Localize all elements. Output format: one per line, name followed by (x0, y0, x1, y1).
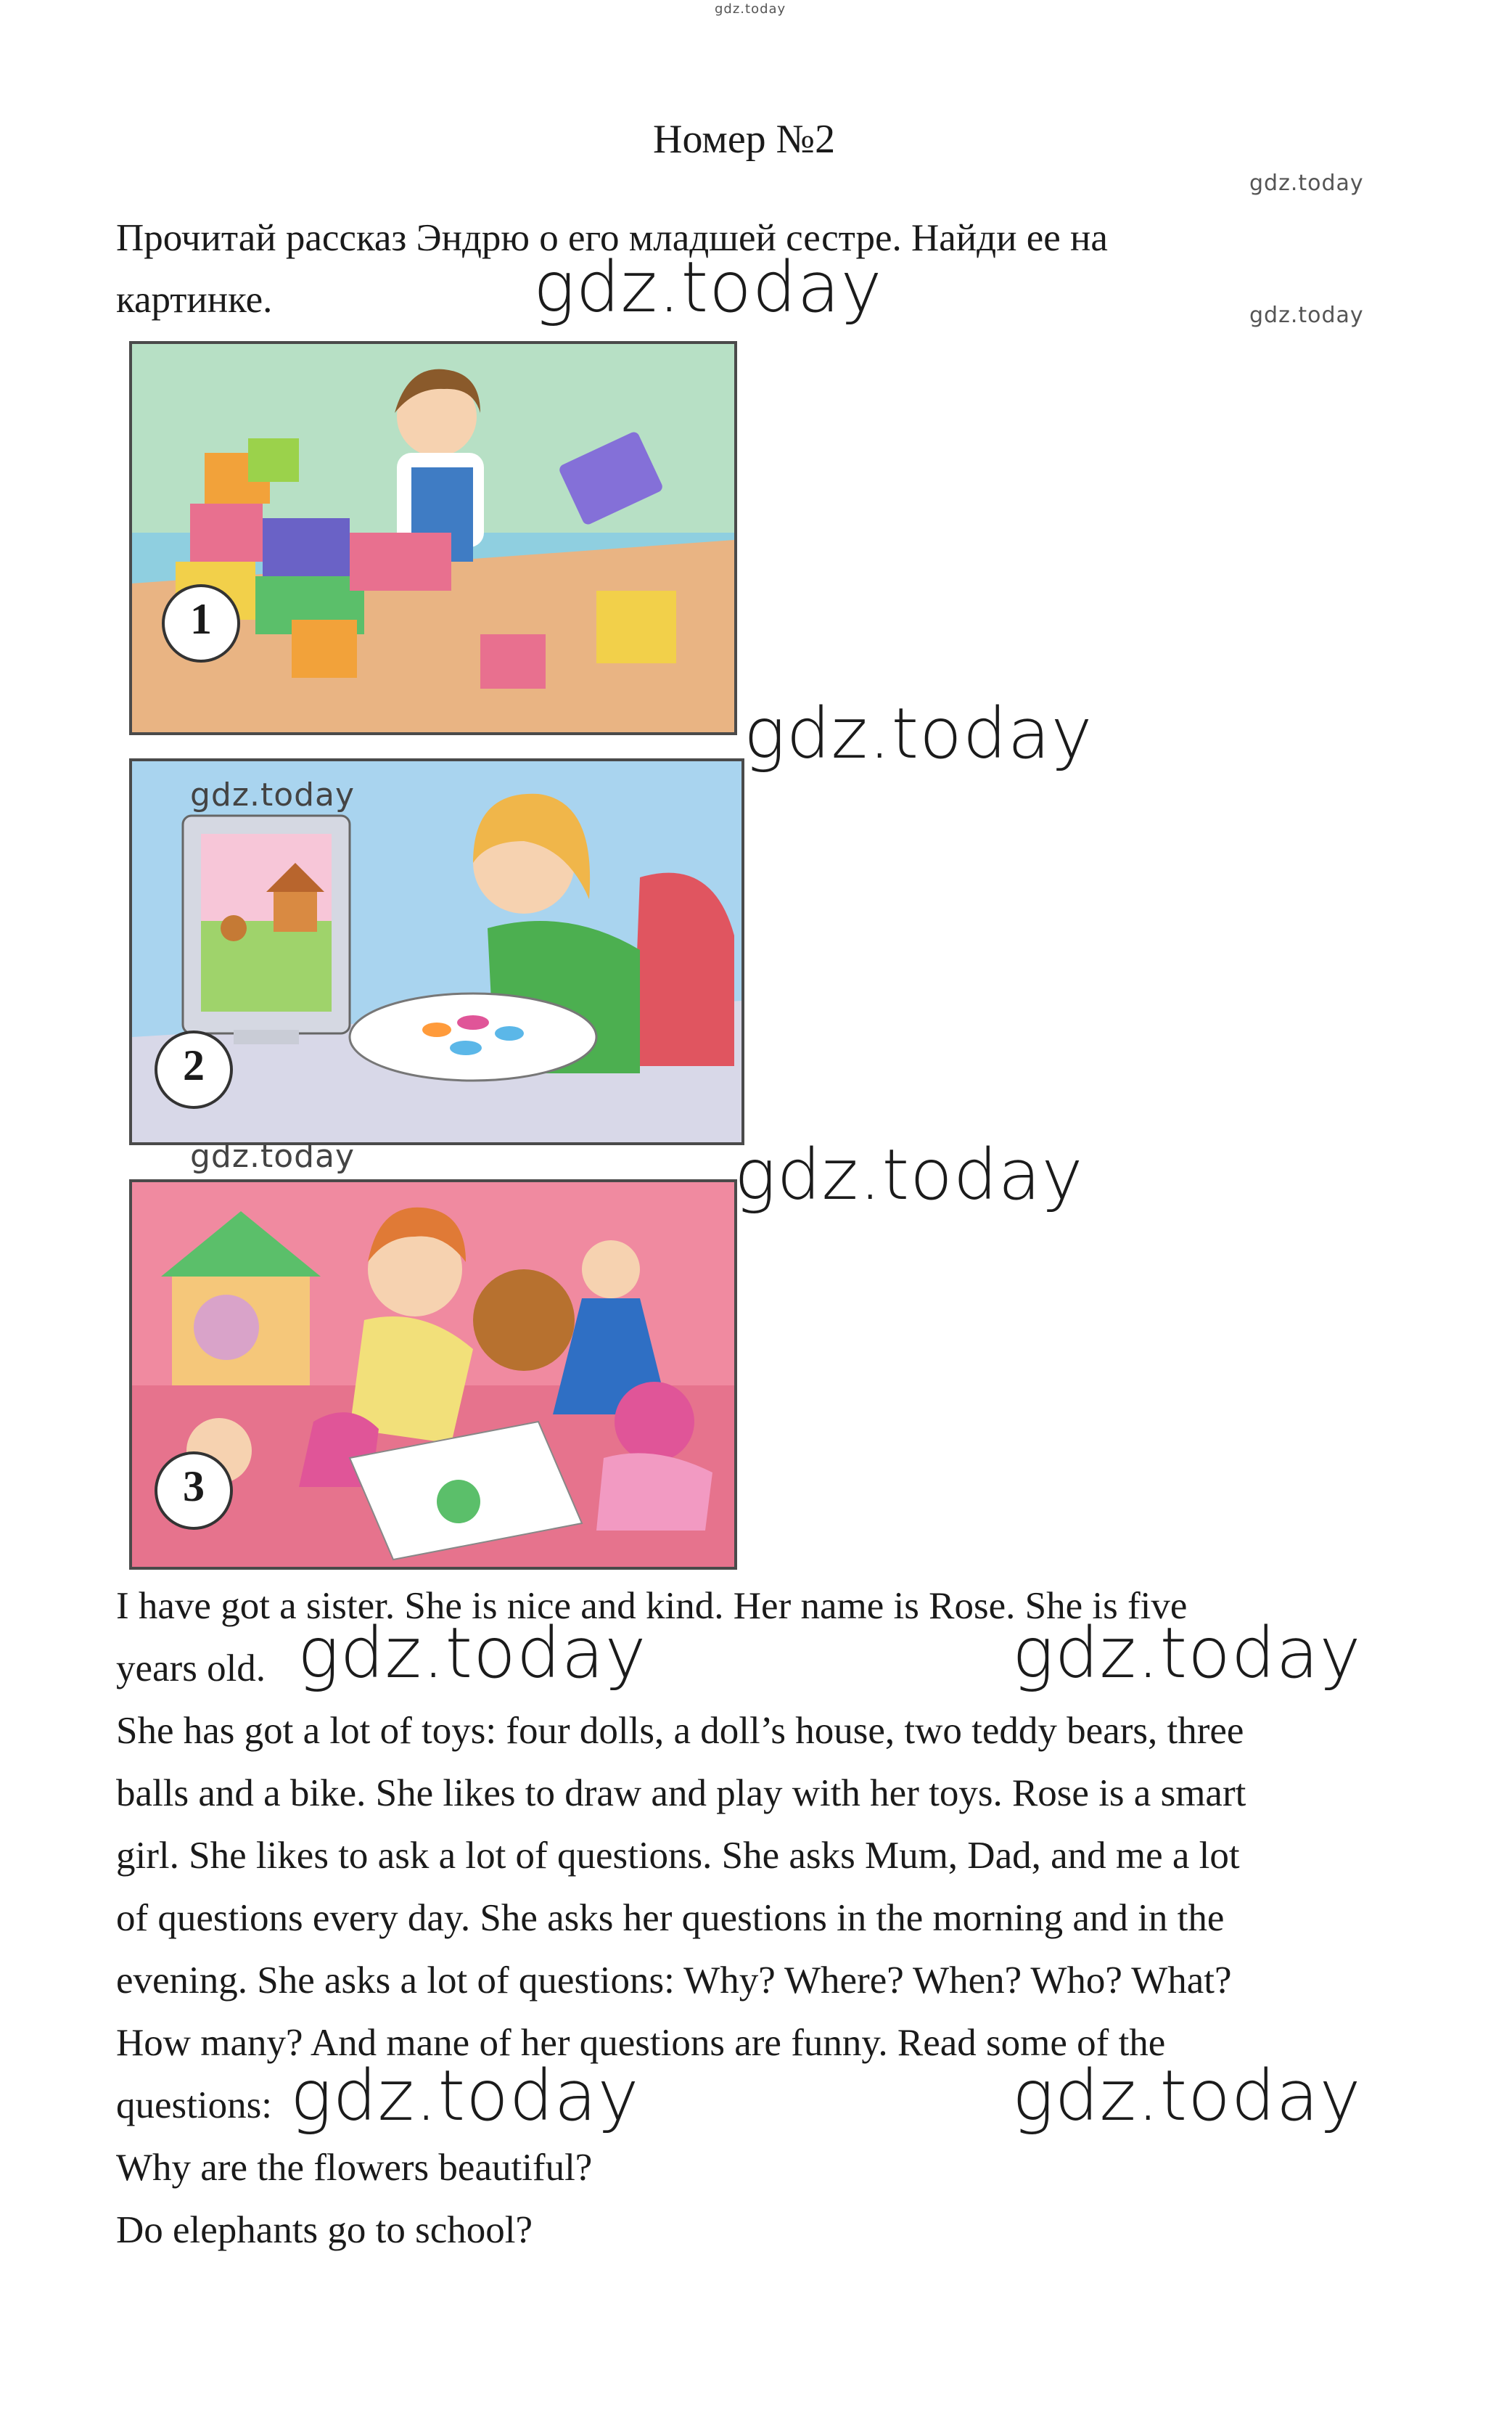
text-watermark-3: gdz.today (290, 2055, 640, 2137)
story-line-10: Why are the flowers beautiful? (116, 2147, 593, 2189)
story-line-5: girl. She likes to ask a lot of questions. She asks Mum, Dad, and me a lot (116, 1835, 1240, 1877)
text-watermark-1: gdz.today (297, 1613, 647, 1694)
picture-2-number: 2 (183, 1041, 205, 1089)
picture-1-building-blocks (129, 341, 737, 735)
side-watermark-2: gdz.today (1249, 303, 1364, 328)
side-watermark-1: gdz.today (1249, 171, 1364, 196)
instruction-line-1: Прочитай рассказ Эндрю о его младшей сестре. Найди ее на (116, 217, 1108, 259)
big-watermark-1: gdz.today (533, 247, 883, 328)
text-watermark-4: gdz.today (1012, 2055, 1362, 2137)
between-watermark: gdz.today (190, 1138, 356, 1175)
story-line-8: How many? And mane of her questions are funny. Read some of the (116, 2022, 1166, 2064)
picture-1-number: 1 (190, 595, 212, 643)
picture-3-drawing-with-toys (129, 1179, 737, 1570)
text-watermark-2: gdz.today (1012, 1613, 1362, 1694)
page-title: Номер №2 (653, 117, 836, 162)
picture-3-number: 3 (183, 1462, 205, 1510)
big-watermark-2: gdz.today (744, 693, 1093, 774)
picture-2-computer (129, 758, 744, 1145)
story-line-11: Do elephants go to school? (116, 2209, 533, 2251)
story-line-7: evening. She asks a lot of questions: Why? Where? When? Who? What? (116, 1959, 1232, 2002)
story-line-2: years old. (116, 1647, 266, 1689)
story-line-3: She has got a lot of toys: four dolls, a doll’s house, two teddy bears, three (116, 1710, 1244, 1752)
picture-2-watermark: gdz.today (190, 777, 356, 814)
story-line-9: questions: (116, 2084, 272, 2126)
instruction-line-2: картинке. (116, 279, 273, 321)
story-line-4: balls and a bike. She likes to draw and play with her toys. Rose is a smart (116, 1772, 1246, 1814)
story-line-6: of questions every day. She asks her questions in the morning and in the (116, 1897, 1225, 1939)
big-watermark-3: gdz.today (734, 1134, 1084, 1216)
top-watermark: gdz.today (715, 1, 786, 17)
story-line-1: I have got a sister. She is nice and kind. Her name is Rose. She is five (116, 1585, 1188, 1627)
